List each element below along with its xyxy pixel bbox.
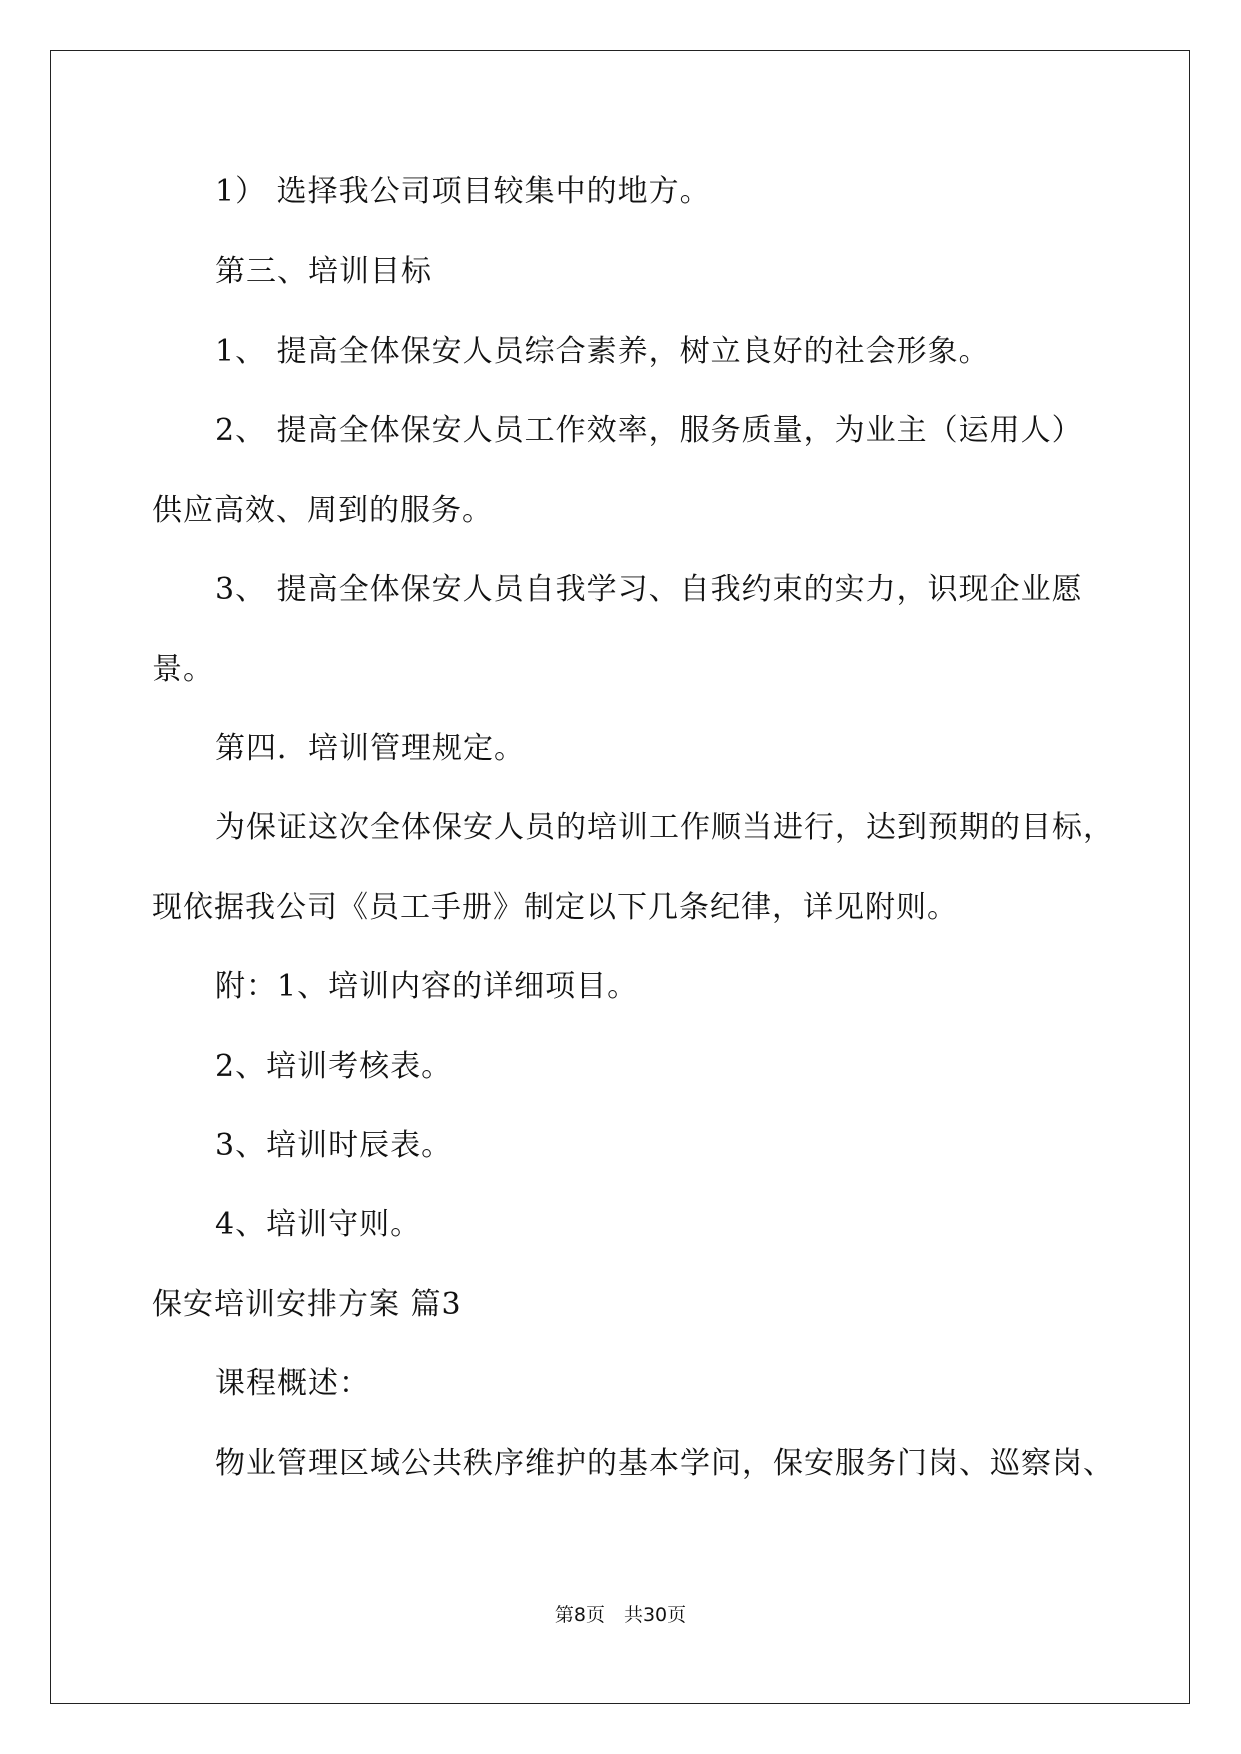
section-heading-training-goals: 第三、培训目标 bbox=[215, 254, 432, 289]
section-heading-management-rules: 第四．培训管理规定。 bbox=[215, 731, 525, 766]
paragraph-rules-line-2: 现依据我公司《员工手册》制定以下几条纪律，详见附则。 bbox=[152, 890, 958, 925]
appendix-item-1: 附：1、培训内容的详细项目。 bbox=[215, 969, 639, 1004]
appendix-item-2: 2、培训考核表。 bbox=[215, 1049, 453, 1084]
goal-item-2-line-1: 2、 提高全体保安人员工作效率，服务质量，为业主（运用人） bbox=[215, 413, 1083, 448]
article-title: 保安培训安排方案 篇3 bbox=[152, 1287, 462, 1322]
goal-item-1: 1、 提高全体保安人员综合素养，树立良好的社会形象。 bbox=[215, 334, 990, 369]
goal-item-2-line-2: 供应高效、周到的服务。 bbox=[152, 493, 493, 528]
list-item-1-location: 1） 选择我公司项目较集中的地方。 bbox=[215, 174, 711, 209]
goal-item-3-line-1: 3、 提高全体保安人员自我学习、自我约束的实力，识现企业愿 bbox=[215, 572, 1083, 607]
goal-item-3-line-2: 景。 bbox=[152, 652, 214, 687]
course-overview-heading: 课程概述： bbox=[215, 1366, 370, 1401]
appendix-item-3: 3、培训时辰表。 bbox=[215, 1128, 453, 1163]
course-overview-text: 物业管理区域公共秩序维护的基本学问，保安服务门岗、巡察岗、 bbox=[215, 1446, 1114, 1481]
paragraph-rules-line-1: 为保证这次全体保安人员的培训工作顺当进行，达到预期的目标， bbox=[215, 810, 1114, 845]
page-number-footer: 第8页 共30页 bbox=[554, 1604, 687, 1626]
appendix-item-4: 4、培训守则。 bbox=[215, 1207, 422, 1242]
